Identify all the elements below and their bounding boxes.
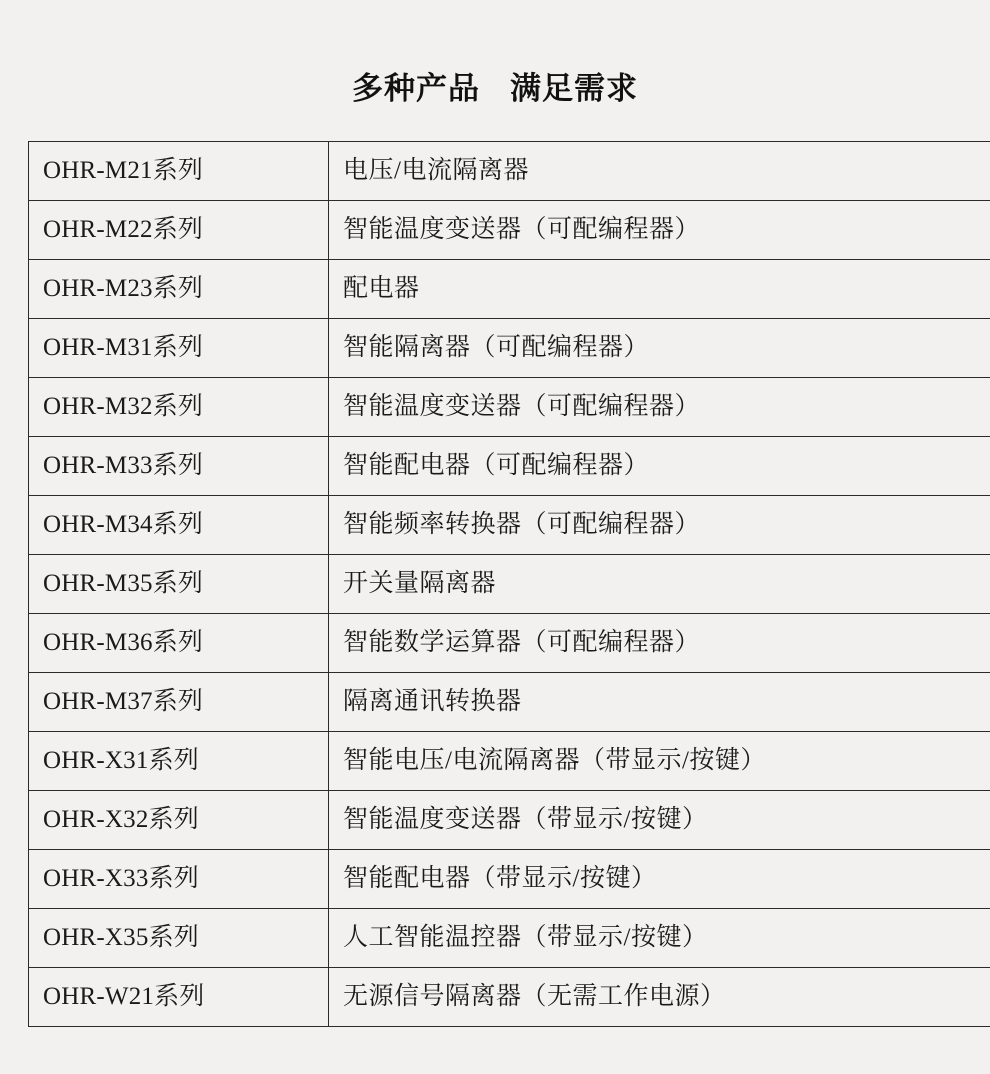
product-description: 隔离通讯转换器 xyxy=(329,673,990,732)
table-row xyxy=(29,142,990,201)
product-code: OHR-X33系列 xyxy=(29,850,329,909)
product-code: OHR-M35系列 xyxy=(29,555,329,614)
product-description: 智能隔离器（可配编程器） xyxy=(329,319,990,378)
product-code: OHR-X31系列 xyxy=(29,732,329,791)
table-row xyxy=(29,555,990,614)
product-table-wrapper xyxy=(28,141,962,1027)
table-row xyxy=(29,319,990,378)
table-row xyxy=(29,614,990,673)
table-row xyxy=(29,732,990,791)
product-table-body xyxy=(29,142,990,1027)
product-description: 无源信号隔离器（无需工作电源） xyxy=(329,968,990,1027)
product-description: 智能配电器（可配编程器） xyxy=(329,437,990,496)
table-row xyxy=(29,909,990,968)
table-row xyxy=(29,850,990,909)
product-description: 配电器 xyxy=(329,260,990,319)
product-description: 开关量隔离器 xyxy=(329,555,990,614)
product-code: OHR-M31系列 xyxy=(29,319,329,378)
product-code: OHR-M36系列 xyxy=(29,614,329,673)
product-description: 智能配电器（带显示/按键） xyxy=(329,850,990,909)
product-code: OHR-M34系列 xyxy=(29,496,329,555)
product-code: OHR-M23系列 xyxy=(29,260,329,319)
product-code: OHR-X32系列 xyxy=(29,791,329,850)
table-row xyxy=(29,260,990,319)
product-description: 智能数学运算器（可配编程器） xyxy=(329,614,990,673)
product-code: OHR-W21系列 xyxy=(29,968,329,1027)
table-row xyxy=(29,791,990,850)
table-row xyxy=(29,496,990,555)
table-row xyxy=(29,673,990,732)
product-code: OHR-M21系列 xyxy=(29,142,329,201)
table-row xyxy=(29,437,990,496)
product-description: 智能温度变送器（可配编程器） xyxy=(329,201,990,260)
product-code: OHR-M37系列 xyxy=(29,673,329,732)
product-description: 人工智能温控器（带显示/按键） xyxy=(329,909,990,968)
table-row xyxy=(29,968,990,1027)
product-description: 智能温度变送器（可配编程器） xyxy=(329,378,990,437)
product-description: 智能电压/电流隔离器（带显示/按键） xyxy=(329,732,990,791)
product-table xyxy=(28,141,990,1027)
page-title xyxy=(0,0,990,107)
product-description: 智能温度变送器（带显示/按键） xyxy=(329,791,990,850)
page-title-right: 满足需求 xyxy=(510,71,638,106)
product-code: OHR-X35系列 xyxy=(29,909,329,968)
product-code: OHR-M32系列 xyxy=(29,378,329,437)
table-row xyxy=(29,378,990,437)
product-description: 电压/电流隔离器 xyxy=(329,142,990,201)
product-code: OHR-M33系列 xyxy=(29,437,329,496)
table-row xyxy=(29,201,990,260)
page-title-left: 多种产品 xyxy=(352,71,480,106)
product-description: 智能频率转换器（可配编程器） xyxy=(329,496,990,555)
product-code: OHR-M22系列 xyxy=(29,201,329,260)
